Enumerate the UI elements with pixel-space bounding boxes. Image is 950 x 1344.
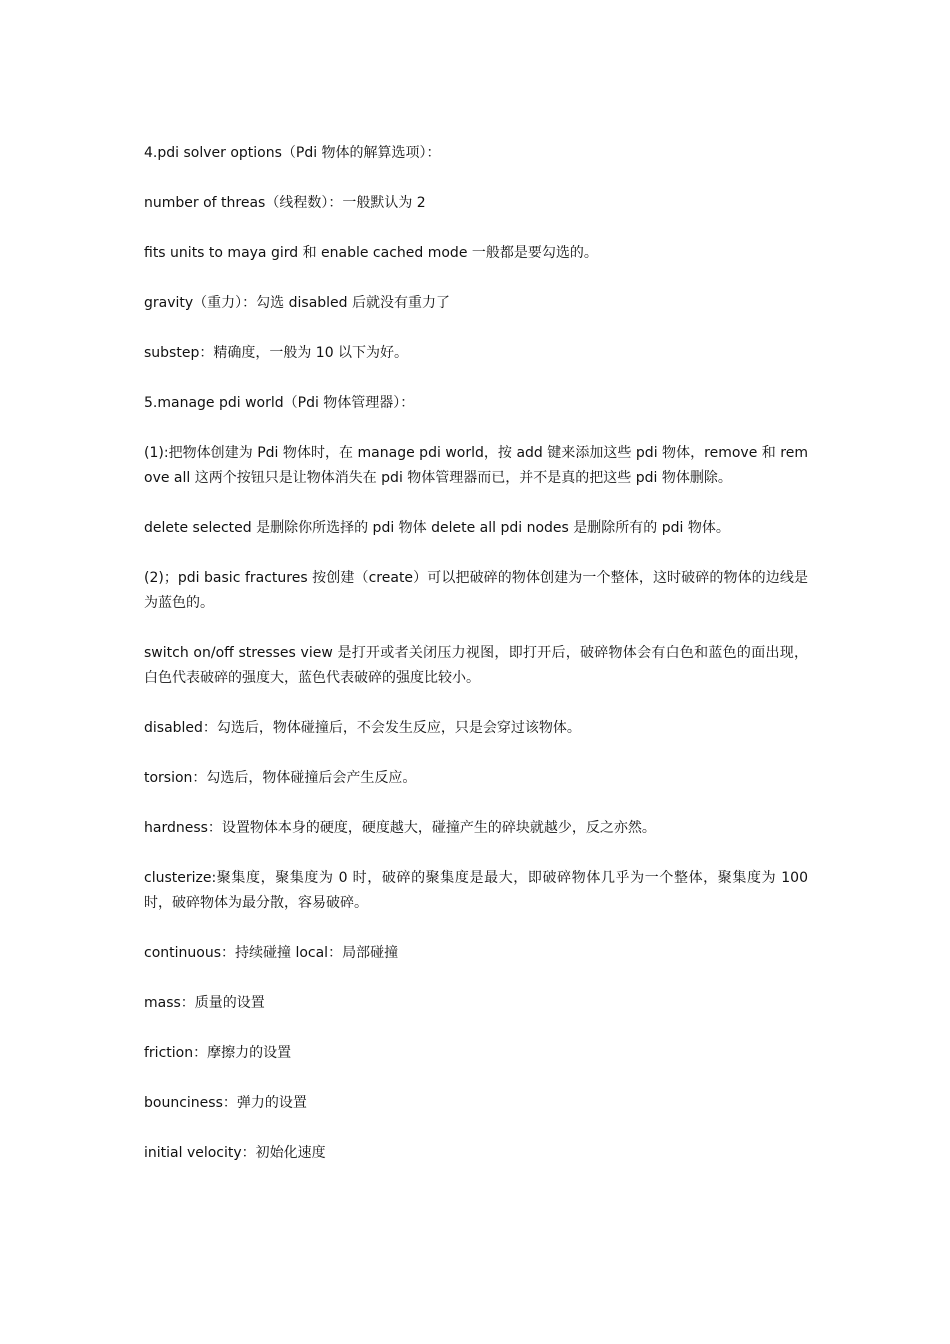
paragraph-stresses-view: switch on/off stresses view 是打开或者关闭压力视图，即打开后，破碎物体会有白色和蓝色的面出现，白色代表破碎的强度大，蓝色代表破碎的强度比较小。 [144, 645, 808, 686]
paragraph-continuous-local: continuous：持续碰撞 local：局部碰撞 [144, 945, 399, 961]
paragraph-clusterize: clusterize:聚集度，聚集度为 0 时，破碎的聚集度是最大，即破碎物体几乎为一个整体，聚集度为 100 时，破碎物体为最分散，容易破碎。 [144, 870, 808, 911]
paragraph-basic-fractures: (2)；pdi basic fractures 按创建（create）可以把破碎的物体创建为一个整体，这时破碎的物体的边线是为蓝色的。 [144, 570, 808, 611]
paragraph-number-of-threads: number of threas（线程数）：一般默认为 2 [144, 195, 426, 211]
paragraph-torsion: torsion：勾选后，物体碰撞后会产生反应。 [144, 770, 417, 786]
paragraph-friction: friction：摩擦力的设置 [144, 1045, 292, 1061]
paragraph-gravity: gravity（重力）：勾选 disabled 后就没有重力了 [144, 295, 450, 311]
paragraph-disabled: disabled：勾选后，物体碰撞后，不会发生反应，只是会穿过该物体。 [144, 720, 581, 736]
paragraph-add-remove: (1):把物体创建为 Pdi 物体时，在 manage pdi world，按 add 键来添加这些 pdi 物体，remove 和 remove all 这两个按钮只是让物体消失在 pdi 物体管理器而已，并不是真的把这些 pdi 物体删除。 [144, 445, 808, 486]
paragraph-fits-units: fits units to maya gird 和 enable cached mode 一般都是要勾选的。 [144, 245, 598, 261]
paragraph-bounciness: bounciness：弹力的设置 [144, 1095, 307, 1111]
paragraph-pdi-solver-options: 4.pdi solver options（Pdi 物体的解算选项）： [144, 145, 441, 161]
paragraph-delete-selected: delete selected 是删除你所选择的 pdi 物体 delete all pdi nodes 是删除所有的 pdi 物体。 [144, 520, 730, 536]
paragraph-initial-velocity: initial velocity：初始化速度 [144, 1145, 326, 1161]
paragraph-mass: mass：质量的设置 [144, 995, 265, 1011]
document-body [144, 141, 808, 1191]
paragraph-hardness: hardness：设置物体本身的硬度，硬度越大，碰撞产生的碎块就越少，反之亦然。 [144, 820, 656, 836]
paragraph-manage-pdi-world: 5.manage pdi world（Pdi 物体管理器）： [144, 395, 415, 411]
paragraph-substep: substep：精确度，一般为 10 以下为好。 [144, 345, 409, 361]
